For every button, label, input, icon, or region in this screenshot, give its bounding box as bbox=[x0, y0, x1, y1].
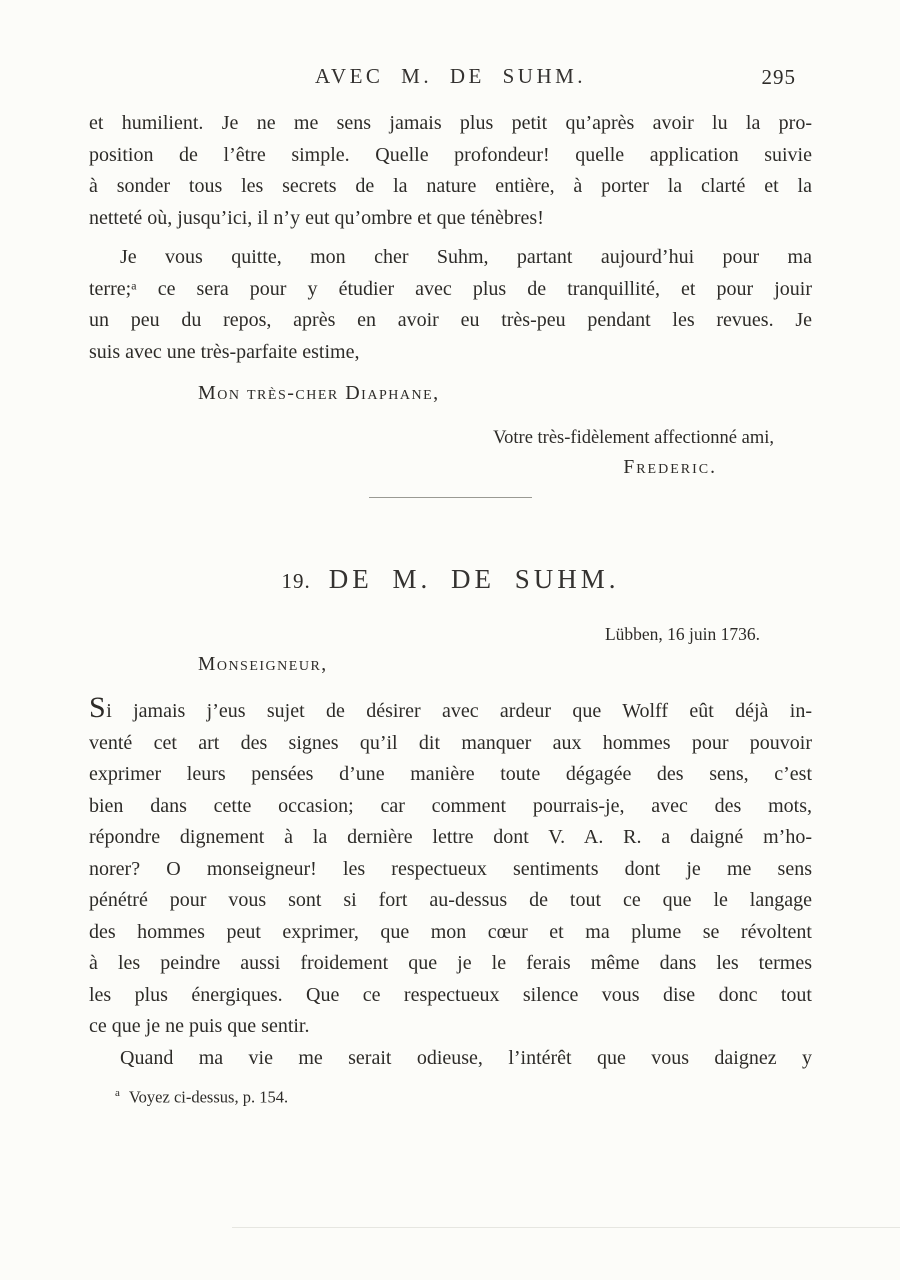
letter2-paragraph-1 bbox=[89, 692, 812, 1043]
letter2-dateline: Lübben, 16 juin 1736. bbox=[604, 624, 760, 644]
text-line: bien dans cette occasion; car comment pourrais-je, avec des mots, bbox=[89, 794, 812, 817]
text-line: norer? O monseigneur! les respectueux sentiments dont je me sens bbox=[89, 857, 812, 880]
letter1-salutation: Mon très-cher Diaphane, bbox=[198, 382, 440, 404]
footnote-text: Voyez ci-dessus, p. 154. bbox=[128, 1087, 289, 1107]
section-divider-rule bbox=[369, 497, 532, 498]
text-line: et humilient. Je ne me sens jamais plus petit qu’après avoir lu la pro- bbox=[89, 112, 812, 134]
text-line: terre;ᵃ ce sera pour y étudier avec plus de tranquillité, et pour jouir bbox=[89, 277, 812, 300]
running-header-title: AVEC M. DE SUHM. bbox=[314, 64, 587, 88]
text-line: Quand ma vie me serait odieuse, l’intérêt que vous daignez y bbox=[120, 1046, 812, 1069]
page-number: 295 bbox=[761, 65, 796, 89]
scan-artifact-line bbox=[232, 1227, 900, 1228]
text-line: à sonder tous les secrets de la nature entière, à porter la clarté et la bbox=[89, 175, 812, 197]
text-column bbox=[89, 0, 812, 1109]
letter2-salutation: Monseigneur, bbox=[198, 654, 328, 675]
text-line: un peu du repos, après en avoir eu très-peu pendant les revues. Je bbox=[89, 309, 812, 331]
letter2-number: 19. bbox=[281, 569, 311, 593]
text-line: ce que je ne puis que sentir. bbox=[89, 1015, 310, 1037]
letter2-title: DE M. DE SUHM. bbox=[328, 564, 620, 594]
footnote bbox=[89, 1082, 812, 1109]
text-line: les plus énergiques. Que ce respectueux silence vous dise donc tout bbox=[89, 983, 812, 1006]
text-line: répondre dignement à la dernière lettre dont V. A. R. a daigné m’ho- bbox=[89, 826, 812, 848]
text-line: suis avec une très-parfaite estime, bbox=[89, 340, 360, 363]
letter1-valediction: Votre très-fidèlement affectionné ami, bbox=[493, 428, 774, 448]
text-line: Je vous quitte, mon cher Suhm, partant aujourd’hui pour ma bbox=[120, 246, 812, 268]
letter1-paragraph-2 bbox=[89, 242, 812, 368]
letter1-paragraph-1 bbox=[89, 108, 812, 234]
text-line: Si jamais j’eus sujet de désirer avec ardeur que Wolff eût déjà in- bbox=[89, 691, 812, 724]
text-line: pénétré pour vous sont si fort au-dessus de tout ce que le langage bbox=[89, 889, 812, 911]
running-header bbox=[89, 64, 812, 94]
text-line: netteté où, jusqu’ici, il n’y eut qu’ombre et que ténèbres! bbox=[89, 206, 544, 229]
letter1-signature: Frederic. bbox=[623, 457, 717, 478]
text-line: à les peindre aussi froidement que je le ferais même dans les termes bbox=[89, 952, 812, 974]
letter2-heading bbox=[89, 561, 812, 602]
letter2-paragraph-2 bbox=[89, 1043, 812, 1075]
text-line: exprimer leurs pensées d’une manière toute dégagée des sens, c’est bbox=[89, 763, 812, 785]
text-line: venté cet art des signes qu’il dit manquer aux hommes pour pouvoir bbox=[89, 731, 812, 754]
footnote-marker: a bbox=[115, 1087, 120, 1099]
text-line: des hommes peut exprimer, que mon cœur et ma plume se révoltent bbox=[89, 920, 812, 943]
text-line: position de l’être simple. Quelle profondeur! quelle application suivie bbox=[89, 143, 812, 166]
